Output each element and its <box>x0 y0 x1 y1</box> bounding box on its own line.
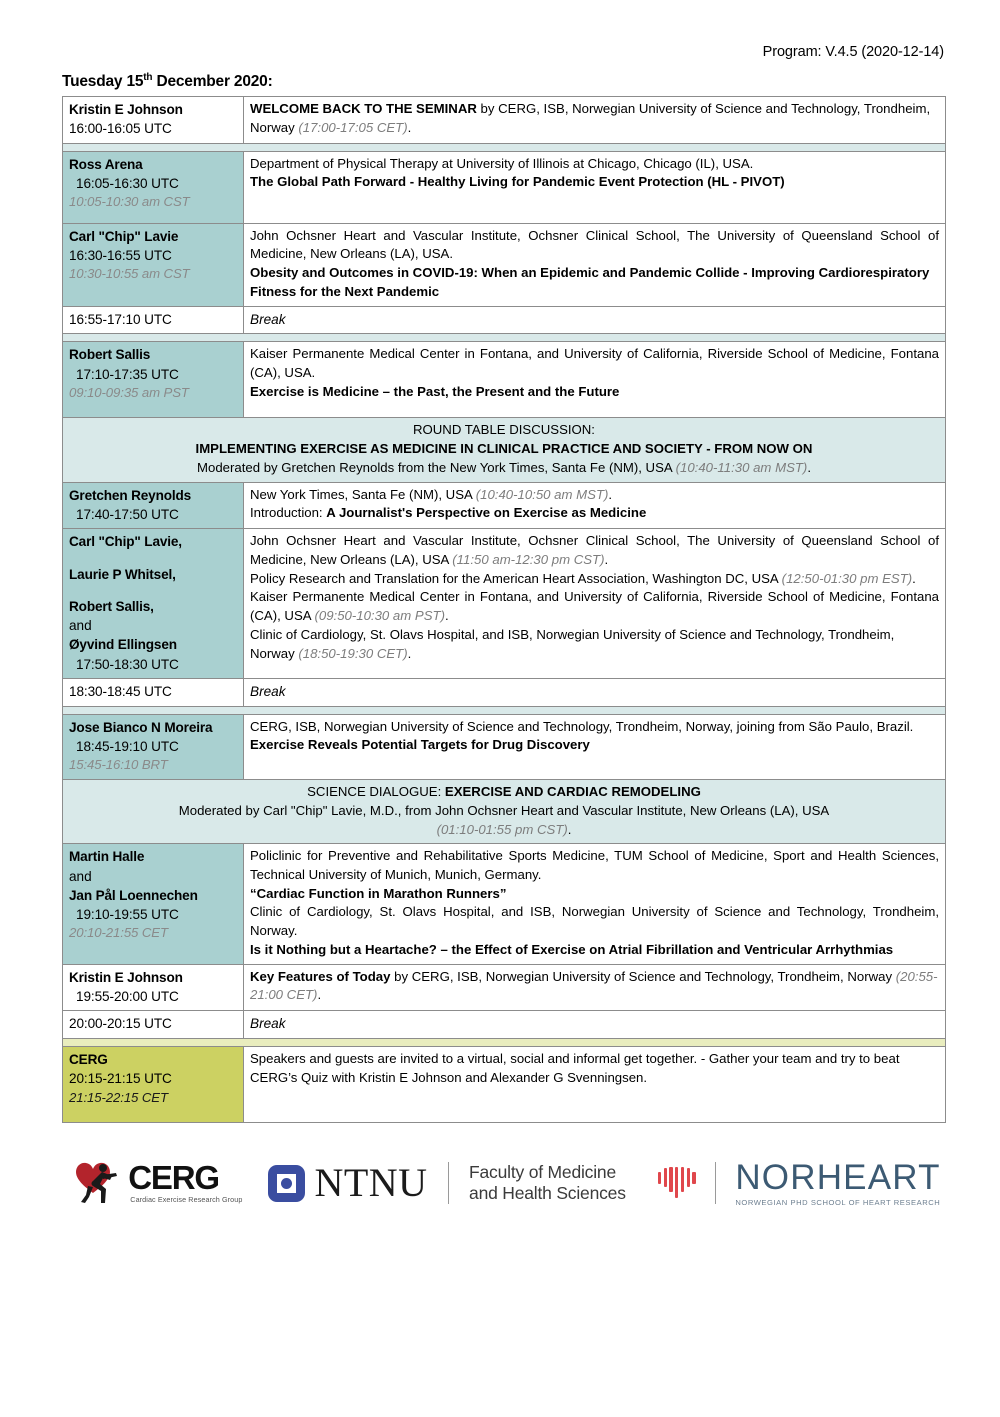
block-line <box>69 802 939 821</box>
session-time-utc: 16:55-17:10 UTC <box>69 311 172 327</box>
table-row <box>63 844 946 964</box>
content-bold: WELCOME BACK TO THE SEMINAR <box>250 101 477 117</box>
session-details-cell <box>244 342 946 418</box>
break-label-cell <box>244 306 946 334</box>
table-row <box>63 143 946 151</box>
session-time-utc: 17:40-17:50 UTC <box>76 506 179 522</box>
session-time-utc: 16:00-16:05 UTC <box>69 121 172 137</box>
block-line <box>69 821 939 840</box>
content-text: by CERG, ISB, Norwegian University of Science and Technology, Trondheim, Norway <box>390 968 896 984</box>
content-tail: . <box>317 987 322 1003</box>
content-text: New York Times, Santa Fe (NM), USA <box>250 486 476 502</box>
footer-logos <box>62 1141 945 1225</box>
content-tail: . <box>807 459 811 475</box>
session-time-utc: 20:15-21:15 UTC <box>69 1071 172 1087</box>
session-time-local: 21:15-22:15 CET <box>69 1089 168 1105</box>
content-bold: IMPLEMENTING EXERCISE AS MEDICINE IN CLINICAL PRACTICE AND SOCIETY - FROM NOW ON <box>195 441 813 457</box>
content-text: Moderated by Carl "Chip" Lavie, M.D., from John Ochsner Heart and Vascular Institute, New Orleans (LA), USA <box>178 802 830 818</box>
content-timezone: (12:50-01:30 pm EST) <box>781 570 913 586</box>
section-header <box>63 143 946 151</box>
content-timezone: (20:55-21:00 CET) <box>250 968 938 1003</box>
section-header <box>63 334 946 342</box>
speaker-name: Kristin E Johnson <box>69 969 183 985</box>
content-bold: The Global Path Forward - Healthy Living for Pandemic Event Protection (HL - PIVOT) <box>250 174 785 190</box>
content-text: Kaiser Permanente Medical Center in Fontana, and University of California, Riverside School of Medicine, Fontana (CA), USA <box>250 589 939 624</box>
speaker-cell <box>63 97 244 144</box>
break-label: Break <box>250 311 286 327</box>
speaker-name: and <box>69 618 92 634</box>
table-row <box>63 97 946 144</box>
session-detail-line <box>250 345 939 382</box>
session-time-utc: 18:30-18:45 UTC <box>69 684 172 699</box>
faculty-line-1: Faculty of Medicine <box>469 1162 616 1183</box>
session-time-local: 10:05-10:30 am CST <box>69 194 190 210</box>
session-detail-line <box>250 227 939 264</box>
content-timezone: (01:10-01:55 pm CST) <box>436 821 568 837</box>
speaker-name: Martin Halle <box>69 849 145 865</box>
session-time-utc: 19:55-20:00 UTC <box>76 988 179 1004</box>
table-row <box>63 342 946 418</box>
session-time-utc: 17:10-17:35 UTC <box>76 366 179 382</box>
speaker-name: Gretchen Reynolds <box>69 487 192 503</box>
speaker-name: CERG <box>69 1052 108 1067</box>
ntnu-wordmark: NTNU <box>314 1160 428 1205</box>
ntnu-logo <box>268 1162 625 1204</box>
session-detail-line <box>250 847 939 884</box>
content-tail: . <box>567 821 572 837</box>
content-text: Clinic of Cardiology, St. Olavs Hospital, and ISB, Norwegian University of Science and Technology, Trondheim, Norway <box>250 626 895 661</box>
date-ordinal-suffix: th <box>143 72 153 83</box>
content-tail: . <box>608 486 613 502</box>
session-detail-line <box>250 532 939 569</box>
content-text: Kaiser Permanente Medical Center in Fontana, and University of California, Riverside School of Medicine, Fontana (CA), USA. <box>250 346 939 381</box>
session-time-local: 20:10-21:55 CET <box>69 925 168 941</box>
content-tail: . <box>444 608 449 624</box>
session-detail-line <box>250 941 939 960</box>
table-row <box>63 418 946 482</box>
block-line <box>69 421 939 440</box>
content-bold: Exercise Reveals Potential Targets for Drug Discovery <box>250 737 590 753</box>
speaker-name: Jan Pål Loennechen <box>69 887 198 903</box>
content-text: Clinic of Cardiology, St. Olavs Hospital, and ISB, Norwegian University of Science and Technology, Trondheim, Norway. <box>250 904 939 939</box>
session-time-utc: 16:30-16:55 UTC <box>69 248 172 264</box>
content-tail: . <box>604 551 609 567</box>
speaker-cell <box>63 151 244 223</box>
content-text: ROUND TABLE DISCUSSION: <box>413 422 595 438</box>
program-version: Program: V.4.5 (2020-12-14) <box>762 44 944 60</box>
table-row <box>63 706 946 714</box>
content-text: Moderated by Gretchen Reynolds from the New York Times, Santa Fe (NM), USA <box>197 459 676 475</box>
content-timezone: (18:50-19:30 CET) <box>298 645 408 661</box>
table-row <box>63 151 946 223</box>
session-detail-line <box>250 736 939 755</box>
content-text: Policlinic for Preventive and Rehabilitative Sports Medicine, TUM School of Medicine, Sport and Health Sciences, Technical University of Munich, Munich, Germany. <box>250 848 939 882</box>
speaker-name: Laurie P Whitsel, <box>69 566 176 582</box>
content-tail: . <box>912 570 916 586</box>
session-detail-line <box>250 626 939 663</box>
session-detail-line <box>250 588 939 625</box>
session-details-cell <box>244 97 946 144</box>
session-details-cell <box>244 482 946 529</box>
table-row <box>63 1039 946 1047</box>
table-row <box>63 334 946 342</box>
speaker-name: Carl "Chip" Lavie <box>69 228 179 244</box>
session-time-utc: 17:50-18:30 UTC <box>76 656 179 672</box>
table-row <box>63 306 946 334</box>
program-table <box>62 96 946 1123</box>
table-row <box>63 223 946 306</box>
faculty-line-2: and Health Sciences <box>469 1183 626 1203</box>
session-details-cell <box>244 151 946 223</box>
content-text: SCIENCE DIALOGUE: <box>307 784 445 800</box>
content-tail: . <box>407 645 412 661</box>
table-row <box>63 679 946 707</box>
ntnu-divider <box>448 1162 450 1204</box>
content-tail: . <box>407 119 412 135</box>
session-detail-line <box>250 504 939 523</box>
session-detail-line <box>250 383 939 402</box>
speaker-name: and <box>69 868 92 884</box>
date-suffix: December 2020: <box>152 73 273 91</box>
table-row <box>63 714 946 779</box>
program-date <box>62 72 945 91</box>
speaker-name: Ross Arena <box>69 156 143 172</box>
session-time-utc: 18:45-19:10 UTC <box>76 739 179 755</box>
speaker-name: Jose Bianco N Moreira <box>69 719 213 735</box>
speaker-name-spacer <box>69 552 237 565</box>
section-header <box>63 1039 946 1047</box>
content-text: CERG, ISB, Norwegian University of Science and Technology, Trondheim, Norway, joining from São Paulo, Brazil. <box>250 718 914 734</box>
content-bold: Obesity and Outcomes in COVID-19: When an Epidemic and Pandemic Collide - Improving Cardiorespiratory Fitness for the Next Pandemic <box>250 265 930 299</box>
content-bold: “Cardiac Function in Marathon Runners” <box>250 885 507 901</box>
table-row <box>63 964 946 1011</box>
session-time-utc: 20:00-20:15 UTC <box>69 1016 172 1032</box>
cerg-wordmark: CERG <box>128 1159 219 1196</box>
content-timezone: (11:50 am-12:30 pm CST) <box>452 551 605 567</box>
ntnu-faculty-name <box>469 1162 626 1203</box>
section-header <box>63 706 946 714</box>
speaker-cell <box>63 529 244 679</box>
block-line <box>69 783 939 802</box>
content-timezone: (10:40-11:30 am MST) <box>675 459 808 475</box>
norheart-wordmark: NORHEART <box>735 1157 941 1197</box>
speaker-cell <box>63 482 244 529</box>
content-bold: EXERCISE AND CARDIAC REMODELING <box>444 784 701 800</box>
norheart-logo <box>658 1157 941 1207</box>
content-bold: Exercise is Medicine – the Past, the Present and the Future <box>250 383 620 399</box>
speaker-cell <box>63 342 244 418</box>
content-bold: Key Features of Today <box>250 968 391 984</box>
speaker-cell <box>63 223 244 306</box>
session-detail-line <box>250 1050 939 1087</box>
date-prefix: Tuesday 15 <box>62 73 144 91</box>
break-label-cell <box>244 679 946 707</box>
break-time-cell <box>63 306 244 334</box>
table-row <box>63 529 946 679</box>
session-time-local: 15:45-16:10 BRT <box>69 757 168 773</box>
content-text: John Ochsner Heart and Vascular Institute, Ochsner Clinical School, The University of Queensland School of Medicine, New Orleans (LA), USA. <box>250 227 939 262</box>
break-label: Break <box>250 1016 286 1032</box>
session-details-cell <box>244 1047 946 1123</box>
session-detail-line <box>250 100 939 137</box>
block-line <box>69 440 939 459</box>
session-details-cell <box>244 964 946 1011</box>
content-timezone: (10:40-10:50 am MST) <box>475 486 609 502</box>
session-details-cell <box>244 844 946 964</box>
break-label-cell <box>244 1011 946 1039</box>
cerg-logo <box>72 1159 242 1207</box>
norheart-subtitle: NORWEGIAN PHD SCHOOL OF HEART RESEARCH <box>735 1197 941 1207</box>
block-line <box>69 459 939 478</box>
content-bold: A Journalist's Perspective on Exercise as Medicine <box>326 505 647 521</box>
session-detail-line <box>250 968 939 1005</box>
norheart-heartbeat-icon <box>658 1167 696 1199</box>
speaker-cell <box>63 1047 244 1123</box>
session-time-utc: 16:05-16:30 UTC <box>76 176 179 192</box>
norheart-divider <box>715 1162 717 1204</box>
discussion-block <box>63 418 946 482</box>
session-details-cell <box>244 529 946 679</box>
speaker-name: Carl "Chip" Lavie, <box>69 534 182 550</box>
ntnu-square-icon <box>268 1165 305 1202</box>
content-text: Department of Physical Therapy at University of Illinois at Chicago, Chicago (IL), USA. <box>250 155 754 171</box>
table-row <box>63 482 946 529</box>
break-label: Break <box>250 684 286 699</box>
session-detail-line <box>250 570 939 589</box>
session-time-local: 09:10-09:35 am PST <box>69 385 189 401</box>
content-text: Introduction: <box>250 505 327 521</box>
cerg-subtitle: Cardiac Exercise Research Group <box>130 1195 243 1205</box>
session-detail-line <box>250 885 939 904</box>
table-row <box>63 780 946 844</box>
table-row <box>63 1011 946 1039</box>
session-detail-line <box>250 718 939 737</box>
session-detail-line <box>250 903 939 940</box>
speaker-name: Øyvind Ellingsen <box>69 637 177 653</box>
speaker-cell <box>63 844 244 964</box>
content-text: Speakers and guests are invited to a virtual, social and informal get together. - Gather your team and try to beat CERG’s Quiz with Kristin E Johnson and Alexander G Svenningsen. <box>250 1051 900 1085</box>
content-text: Policy Research and Translation for the American Heart Association, Washington DC, USA <box>250 570 782 586</box>
content-text: John Ochsner Heart and Vascular Institute, Ochsner Clinical School, The University of Queensland School of Medicine, New Orleans (LA), USA <box>250 533 939 567</box>
content-timezone: (17:00-17:05 CET) <box>298 119 408 135</box>
speaker-name: Kristin E Johnson <box>69 102 183 118</box>
break-time-cell <box>63 679 244 707</box>
discussion-block <box>63 780 946 844</box>
session-details-cell <box>244 714 946 779</box>
session-details-cell <box>244 223 946 306</box>
session-detail-line <box>250 264 939 301</box>
content-text: by CERG, ISB, Norwegian University of Science and Technology, Trondheim, Norway <box>250 101 931 135</box>
content-bold: Is it Nothing but a Heartache? – the Effect of Exercise on Atrial Fibrillation and Ventricular Arrhythmias <box>250 941 894 957</box>
speaker-cell <box>63 964 244 1011</box>
content-timezone: (09:50-10:30 am PST) <box>314 608 445 624</box>
session-time-local: 10:30-10:55 am CST <box>69 266 190 282</box>
program-table-body <box>63 97 946 1123</box>
session-detail-line <box>250 155 939 174</box>
session-time-utc: 19:10-19:55 UTC <box>76 907 179 923</box>
speaker-name-spacer <box>69 584 237 597</box>
break-time-cell <box>63 1011 244 1039</box>
speaker-cell <box>63 714 244 779</box>
session-detail-line <box>250 173 939 192</box>
speaker-name: Robert Sallis, <box>69 598 154 614</box>
table-row <box>63 1047 946 1123</box>
cerg-heart-runner-icon <box>72 1159 130 1207</box>
speaker-name: Robert Sallis <box>69 347 151 363</box>
session-detail-line <box>250 486 939 505</box>
